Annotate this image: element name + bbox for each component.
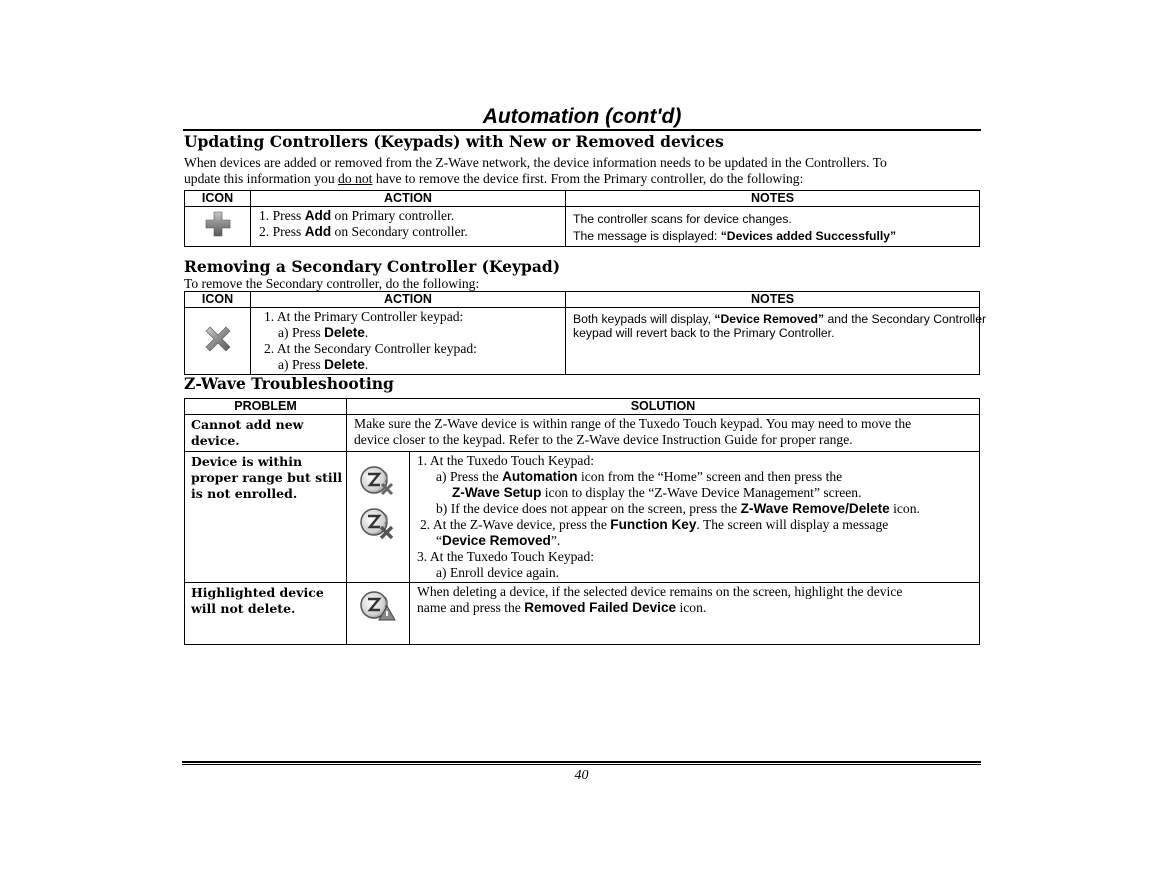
- problem-cell: Highlighted device will not delete.: [185, 583, 347, 645]
- removing-secondary-table: [184, 291, 987, 375]
- icon-cell: [185, 308, 251, 375]
- action-cell: 1. At the Primary Controller keypad: a) Press Delete. 2. At the Secondary Controller keypad: a) Press Delete.: [251, 308, 566, 375]
- header-solution: SOLUTION: [347, 399, 980, 415]
- page-title: Automation (cont'd): [482, 105, 682, 128]
- icon-cell: [347, 583, 410, 645]
- table-row: [185, 452, 980, 583]
- header-notes: NOTES: [566, 191, 980, 207]
- table-row: [185, 583, 980, 645]
- action-cell: 1. Press Add on Primary controller. 2. Press Add on Secondary controller.: [251, 207, 566, 247]
- icon-cell: [347, 452, 410, 583]
- section-intro-updating: When devices are added or removed from the Z-Wave network, the device information needs to be updated in the Controllers. To update this information you do not have to remove the device first. From the Primary controller, do the following:: [184, 155, 887, 186]
- problem-cell: Cannot add new device.: [185, 415, 347, 452]
- zwave-remove-icon: [358, 506, 398, 542]
- x-icon: [204, 325, 232, 353]
- plus-icon: [204, 210, 232, 238]
- title-rule: [183, 129, 981, 131]
- footer-rule: [182, 761, 981, 763]
- header-problem: PROBLEM: [185, 399, 347, 415]
- problem-cell: Device is within proper range but still is not enrolled.: [185, 452, 347, 583]
- section-intro-removing: To remove the Secondary controller, do the following:: [184, 276, 480, 291]
- header-icon: ICON: [185, 191, 251, 207]
- page-number: 40: [574, 768, 589, 783]
- troubleshooting-table: [184, 398, 980, 645]
- header-action: ACTION: [251, 191, 566, 207]
- notes-cell: The controller scans for device changes. The message is displayed: “Devices added Successfully”: [566, 207, 980, 247]
- section-heading-zwave-troubleshooting: Z-Wave Troubleshooting: [184, 374, 394, 393]
- section-heading-updating-controllers: Updating Controllers (Keypads) with New or Removed devices: [184, 132, 724, 151]
- zwave-removed-failed-icon: [358, 589, 398, 625]
- section-heading-removing-secondary: Removing a Secondary Controller (Keypad): [184, 257, 561, 276]
- updating-controllers-table: [184, 190, 980, 247]
- icon-cell: [185, 207, 251, 247]
- header-icon: ICON: [185, 292, 251, 308]
- zwave-setup-icon: [358, 464, 398, 498]
- notes-cell: Both keypads will display, “Device Removed” and the Secondary Controller keypad will revert back to the Primary Controller.: [566, 308, 980, 375]
- solution-cell: When deleting a device, if the selected device remains on the screen, highlight the device name and press the Removed Failed Device icon.: [410, 583, 980, 645]
- header-action: ACTION: [251, 292, 566, 308]
- footer-rule-thin: [182, 764, 981, 765]
- table-row: [185, 415, 980, 452]
- solution-cell: 1. At the Tuxedo Touch Keypad: a) Press the Automation icon from the “Home” screen and then press the Z-Wave Setup icon to display the “Z-Wave Device Management” screen. b) If the device does not appear on the screen, press the Z-Wave Remove/Delete icon. 2. At the Z-Wave device, press the Function Key. The screen will display a message “Device Removed”. 3. At the Tuxedo Touch Keypad: a) Enroll device again.: [410, 452, 980, 583]
- header-notes: NOTES: [566, 292, 980, 308]
- solution-cell: Make sure the Z-Wave device is within range of the Tuxedo Touch keypad. You may need to move the device closer to the keypad. Refer to the Z-Wave device Instruction Guide for proper range.: [347, 415, 980, 452]
